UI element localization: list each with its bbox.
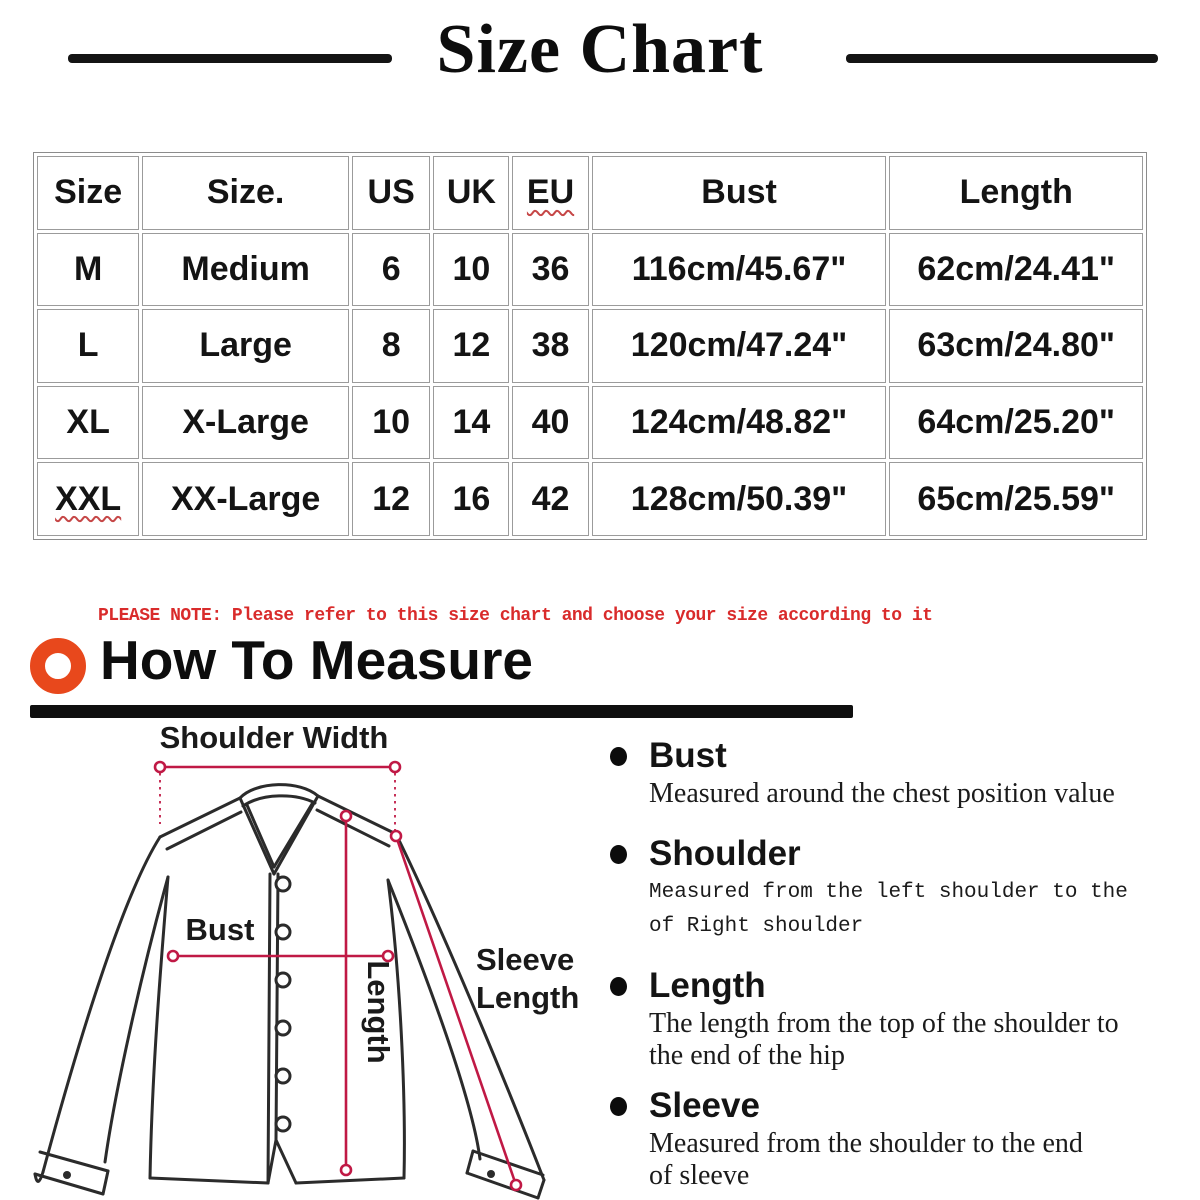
header-size-dot: Size. bbox=[142, 156, 349, 230]
term-description: The length from the top of the shoulder to bbox=[649, 1008, 1119, 1039]
table-row-l: L Large 8 12 38 120cm/47.24" 63cm/24.80" bbox=[37, 309, 1143, 383]
header-us: US bbox=[352, 156, 430, 230]
term-description: Measured from the shoulder to the end bbox=[649, 1128, 1083, 1159]
table-row-xxl: XXL XX-Large 12 16 42 128cm/50.39" 65cm/25.59" bbox=[37, 462, 1143, 536]
header-size: Size bbox=[37, 156, 139, 230]
shirt-measurement-diagram bbox=[10, 712, 600, 1200]
bullet-icon bbox=[610, 977, 627, 996]
bullet-icon bbox=[610, 845, 627, 864]
term-description: of Right shoulder bbox=[649, 915, 864, 938]
header-eu: EU bbox=[512, 156, 588, 230]
please-note-text: PLEASE NOTE: Please refer to this size chart and choose your size according to it bbox=[98, 606, 933, 626]
term-label: Shoulder bbox=[649, 834, 801, 873]
size-table bbox=[33, 152, 1147, 540]
table-header-row bbox=[37, 156, 1143, 230]
term-label: Sleeve bbox=[649, 1086, 760, 1125]
title-divider-right bbox=[846, 54, 1158, 63]
measure-definitions-list bbox=[600, 736, 1190, 1192]
page-title: Size Chart bbox=[436, 11, 764, 88]
shoulder-width-label: Shoulder Width bbox=[159, 720, 389, 755]
bullet-icon bbox=[610, 1097, 627, 1116]
header-length: Length bbox=[889, 156, 1143, 230]
list-item-bust bbox=[600, 736, 1190, 810]
list-item-sleeve bbox=[600, 1086, 1190, 1192]
term-description: the end of the hip bbox=[649, 1040, 845, 1071]
list-item-length bbox=[600, 966, 1190, 1072]
term-description: Measured from the left shoulder to the bbox=[649, 881, 1128, 904]
bullet-icon bbox=[610, 747, 627, 766]
term-label: Length bbox=[649, 966, 766, 1005]
ring-icon bbox=[30, 638, 86, 694]
diagram-labels bbox=[160, 720, 580, 1064]
bust-label: Bust bbox=[185, 912, 255, 947]
list-item-shoulder bbox=[600, 834, 1190, 944]
table-row-m: M Medium 6 10 36 116cm/45.67" 62cm/24.41" bbox=[37, 233, 1143, 307]
title-row bbox=[0, 10, 1200, 110]
sleeve-length-label-line1: Sleeve bbox=[476, 942, 575, 977]
term-description: Measured around the chest position value bbox=[649, 778, 1115, 809]
header-uk: UK bbox=[433, 156, 509, 230]
term-description: of sleeve bbox=[649, 1160, 750, 1191]
sleeve-length-label-line2: Length bbox=[476, 980, 580, 1015]
how-to-measure-heading: How To Measure bbox=[100, 629, 533, 691]
term-label: Bust bbox=[649, 736, 727, 775]
cuff-buttons bbox=[63, 1170, 495, 1179]
shirt-outline bbox=[35, 785, 544, 1198]
header-bust: Bust bbox=[592, 156, 887, 230]
length-label: Length bbox=[361, 960, 396, 1064]
table-row-xl: XL X-Large 10 14 40 124cm/48.82" 64cm/25.20" bbox=[37, 386, 1143, 460]
measurement-lines bbox=[160, 767, 516, 1185]
